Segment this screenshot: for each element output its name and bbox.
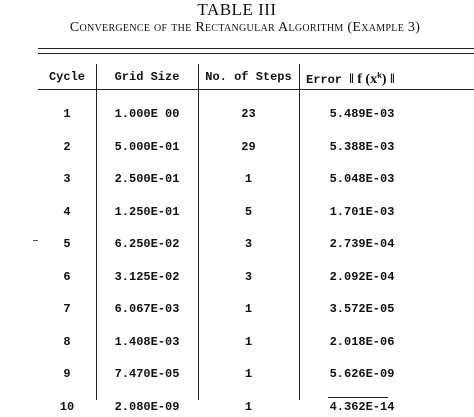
cell-cycle: 6 [63, 269, 71, 284]
cell-error: 5.048E-03 [329, 172, 395, 186]
top-rule-second [38, 53, 474, 54]
cell-error: 3.572E-05 [329, 302, 395, 316]
cell-grid-size: 3.125E-02 [114, 269, 180, 284]
cell-steps: 3 [244, 269, 253, 284]
header-error-norm-open: ‖ f (x [349, 72, 378, 87]
table-caption: Convergence of the Rectangular Algorithm (Example 3) [69, 20, 421, 35]
cell-grid-size: 1.000E 00 [114, 107, 180, 121]
cell-error: 5.388E-03 [329, 139, 395, 154]
cell-steps: 1 [244, 302, 253, 316]
cell-steps: 1 [244, 172, 253, 186]
header-cycle: Cycle [48, 70, 85, 84]
cell-steps: 1 [244, 367, 253, 381]
cell-grid-size: 1.250E-01 [114, 204, 180, 219]
cell-error: 2.018E-06 [329, 334, 395, 349]
header-error [306, 67, 474, 90]
cell-error: 5.489E-03 [329, 107, 395, 121]
cell-steps: 1 [244, 399, 253, 414]
cell-cycle: 1 [63, 107, 71, 121]
cell-error: 2.739E-04 [329, 237, 395, 251]
header-error-label: Error [306, 73, 343, 87]
cell-error: 1.701E-03 [329, 204, 395, 219]
table-title: TABLE III [197, 0, 277, 19]
cell-grid-size: 2.500E-01 [114, 172, 180, 186]
cell-cycle: 10 [59, 399, 75, 414]
cell-steps: 5 [244, 204, 253, 219]
cell-steps: 1 [244, 334, 253, 349]
cell-grid-size: 6.250E-02 [114, 237, 180, 251]
cell-grid-size: 7.470E-05 [114, 367, 180, 381]
header-no-of-steps: No. of Steps [205, 70, 292, 84]
cell-cycle: 9 [63, 367, 71, 381]
header-error-exponent: k [377, 72, 382, 81]
cell-cycle: 7 [63, 302, 71, 316]
cell-grid-size: 5.000E-01 [114, 139, 180, 154]
cell-cycle: 4 [63, 204, 71, 219]
cell-cycle: 2 [63, 139, 71, 154]
cell-grid-size: 1.408E-03 [114, 334, 180, 349]
cell-cycle: 8 [63, 334, 71, 349]
cell-grid-size: 6.067E-03 [114, 302, 180, 316]
cell-steps: 23 [241, 107, 256, 121]
cell-steps: 3 [244, 237, 253, 251]
cell-error: 2.092E-04 [329, 269, 395, 284]
bottom-partial-rule [328, 397, 388, 398]
header-error-norm-close: ) ‖ [381, 72, 395, 87]
cell-steps: 29 [241, 139, 256, 154]
cell-cycle: 5 [63, 237, 71, 251]
header-grid-size: Grid Size [114, 70, 180, 84]
cell-cycle: 3 [63, 172, 71, 186]
top-rule [38, 48, 474, 49]
cell-error: 5.626E-09 [329, 367, 395, 381]
cell-grid-size: 2.080E-09 [114, 399, 180, 414]
cell-error: 4.362E-14 [329, 399, 395, 414]
results-table [38, 64, 474, 414]
